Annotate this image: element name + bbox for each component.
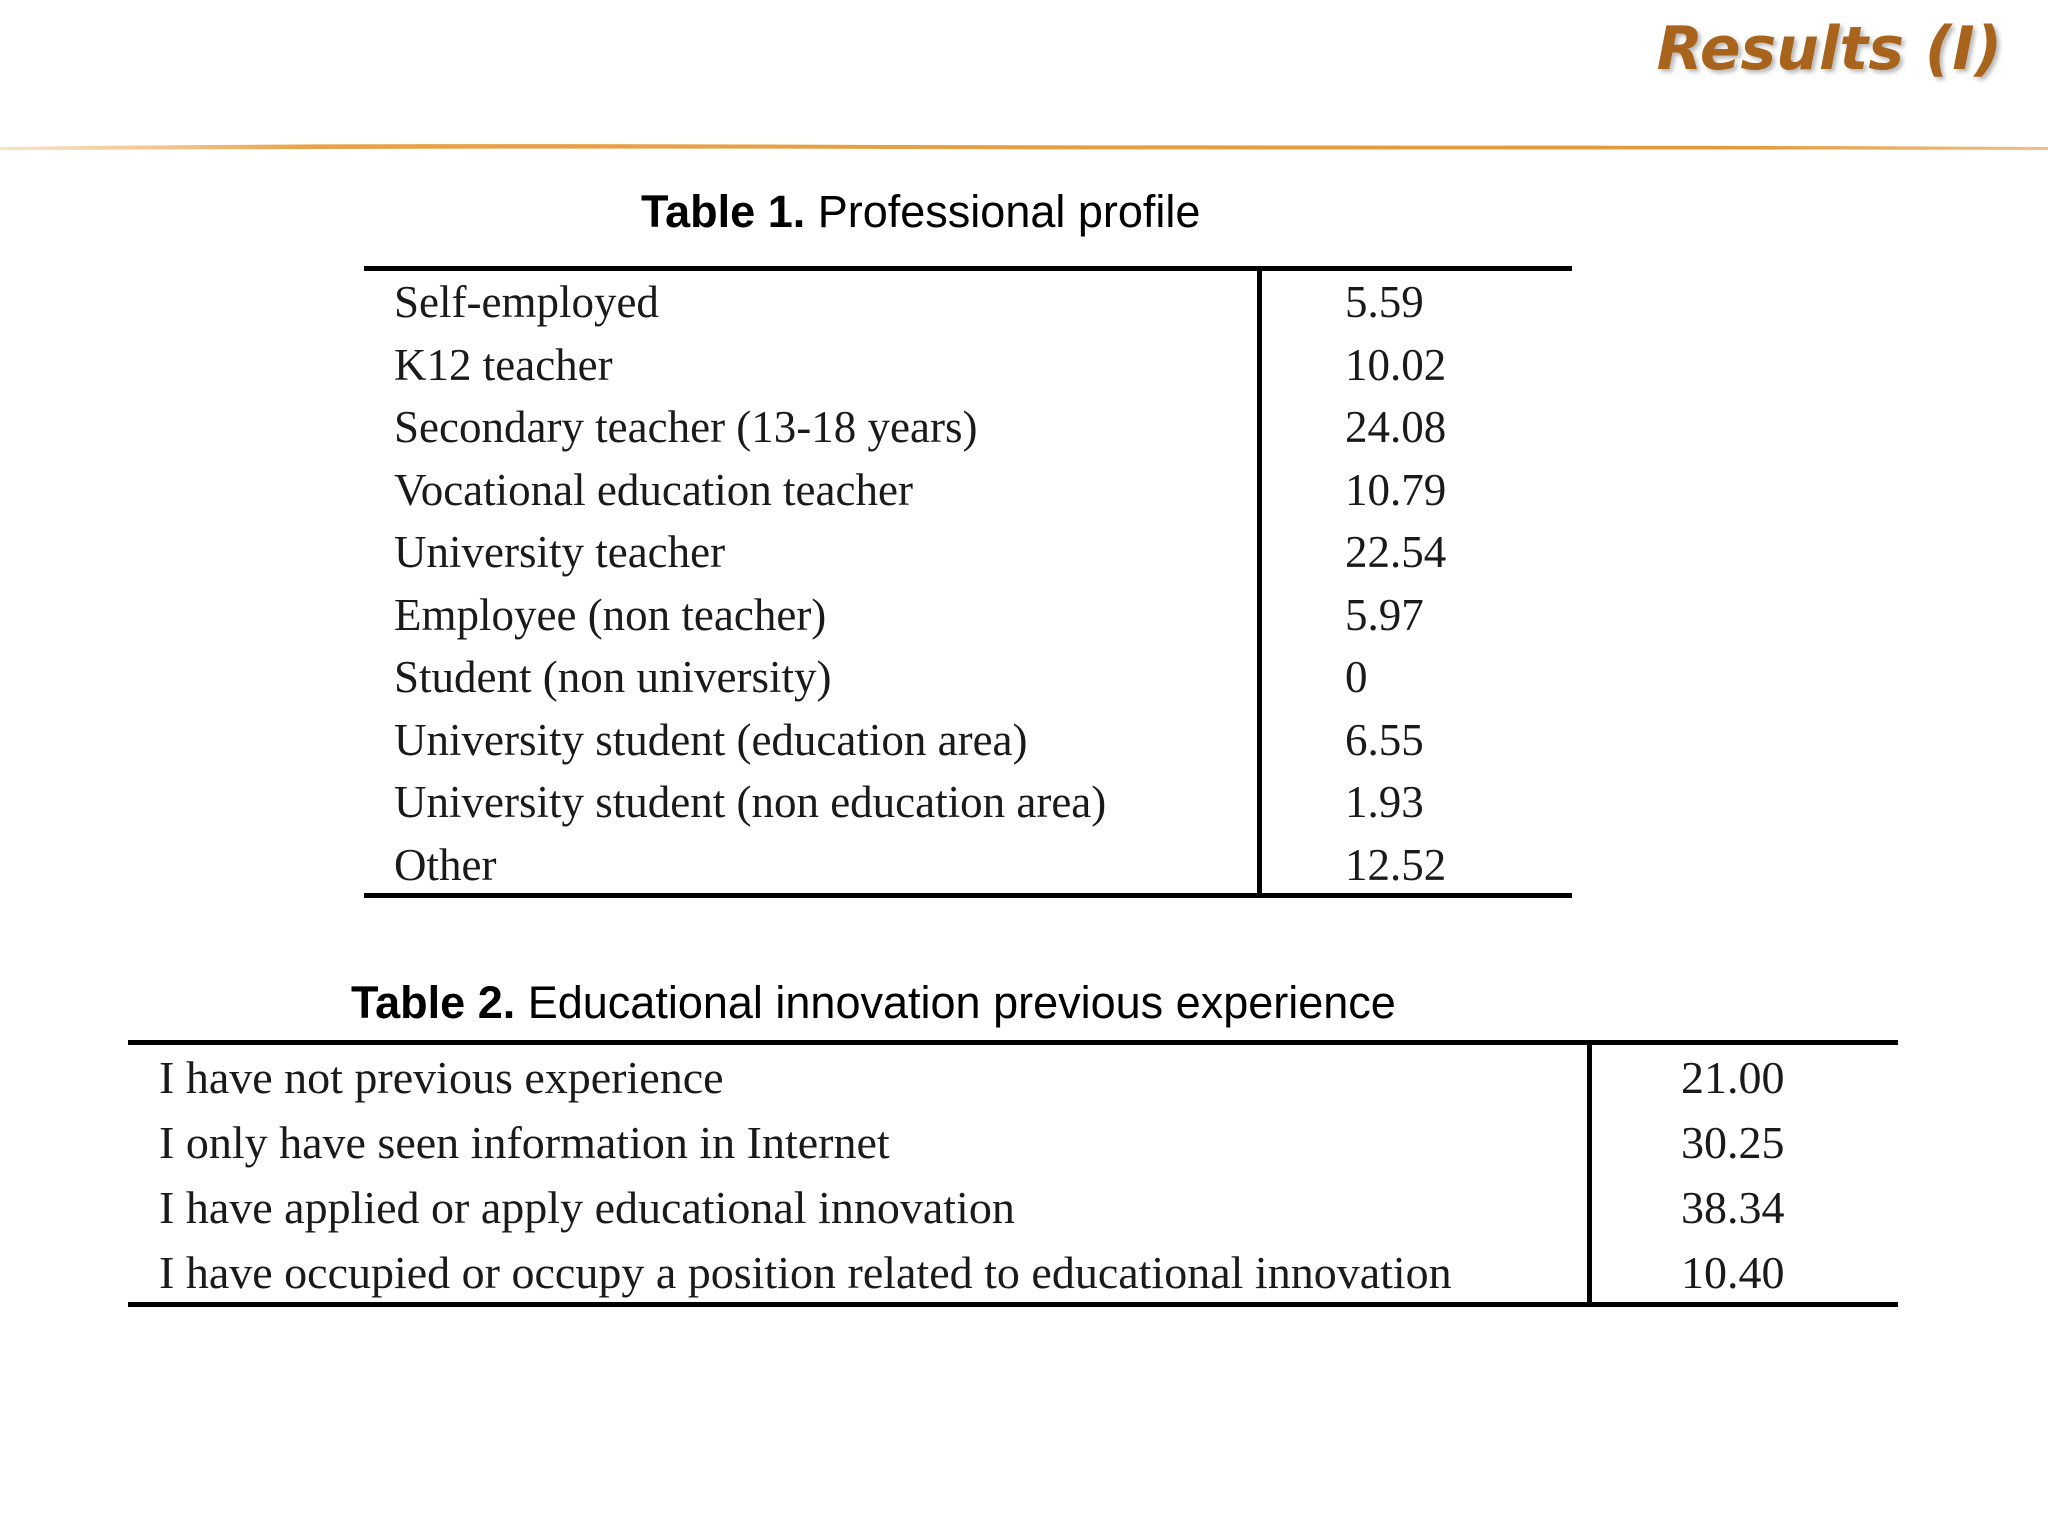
table-cell-value: 21.00 bbox=[1681, 1052, 1785, 1103]
table-cell-value: 5.59 bbox=[1345, 277, 1424, 327]
table-row bbox=[364, 396, 1572, 459]
table-cell-value: 10.79 bbox=[1345, 464, 1447, 515]
table-cell-value: 22.54 bbox=[1345, 527, 1447, 577]
table-row bbox=[128, 1240, 1898, 1305]
table-cell-label: University teacher bbox=[394, 527, 726, 577]
title-underline bbox=[0, 138, 2048, 154]
table-row bbox=[128, 1110, 1898, 1175]
table-row bbox=[364, 709, 1572, 772]
table-cell-label: I have not previous experience bbox=[159, 1052, 724, 1103]
table-row bbox=[128, 1045, 1898, 1110]
table-cell-label: Vocational education teacher bbox=[394, 464, 913, 515]
table-row bbox=[128, 1175, 1898, 1240]
table-cell-value: 10.02 bbox=[1345, 339, 1447, 390]
table-row bbox=[364, 334, 1572, 397]
table-cell-value: 6.55 bbox=[1345, 714, 1424, 765]
table-row bbox=[364, 834, 1572, 897]
table-cell-label: Student (non university) bbox=[394, 652, 832, 702]
professional-profile-table bbox=[364, 266, 1572, 898]
table-cell-value: 38.34 bbox=[1681, 1182, 1785, 1233]
slide-title: Results (I) bbox=[1656, 14, 2002, 84]
table-cell-label: University student (education area) bbox=[394, 714, 1028, 765]
table-row bbox=[364, 584, 1572, 647]
table-cell-value: 0 bbox=[1345, 652, 1368, 702]
table-cell-value: 10.40 bbox=[1681, 1247, 1785, 1298]
table-cell-label: University student (non education area) bbox=[394, 777, 1107, 827]
table-row bbox=[364, 459, 1572, 522]
table-cell-label: I only have seen information in Internet bbox=[159, 1117, 890, 1168]
table1-caption bbox=[641, 186, 1200, 238]
table2-caption bbox=[351, 977, 1396, 1029]
table1-caption-text: Professional profile bbox=[805, 186, 1201, 237]
table-row bbox=[364, 771, 1572, 834]
table-cell-label: Secondary teacher (13-18 years) bbox=[394, 402, 978, 452]
table2-caption-text: Educational innovation previous experience bbox=[515, 977, 1396, 1028]
table-cell-label: Employee (non teacher) bbox=[394, 589, 827, 640]
table-row bbox=[364, 271, 1572, 334]
table-cell-label: K12 teacher bbox=[394, 339, 613, 390]
table-row bbox=[364, 521, 1572, 584]
table-cell-label: Self-employed bbox=[394, 277, 659, 327]
table1-caption-number: Table 1. bbox=[641, 186, 806, 237]
table-cell-value: 30.25 bbox=[1681, 1117, 1785, 1168]
table-row bbox=[364, 646, 1572, 709]
table-cell-label: Other bbox=[394, 839, 497, 890]
table-cell-value: 24.08 bbox=[1345, 402, 1447, 452]
innovation-experience-table bbox=[128, 1040, 1898, 1307]
table2-caption-number: Table 2. bbox=[351, 977, 516, 1028]
table-cell-label: I have applied or apply educational innovation bbox=[159, 1182, 1015, 1233]
table-cell-value: 5.97 bbox=[1345, 589, 1424, 640]
table-cell-value: 12.52 bbox=[1345, 839, 1447, 890]
table-cell-label: I have occupied or occupy a position related to educational innovation bbox=[159, 1247, 1452, 1298]
table-cell-value: 1.93 bbox=[1345, 777, 1424, 827]
